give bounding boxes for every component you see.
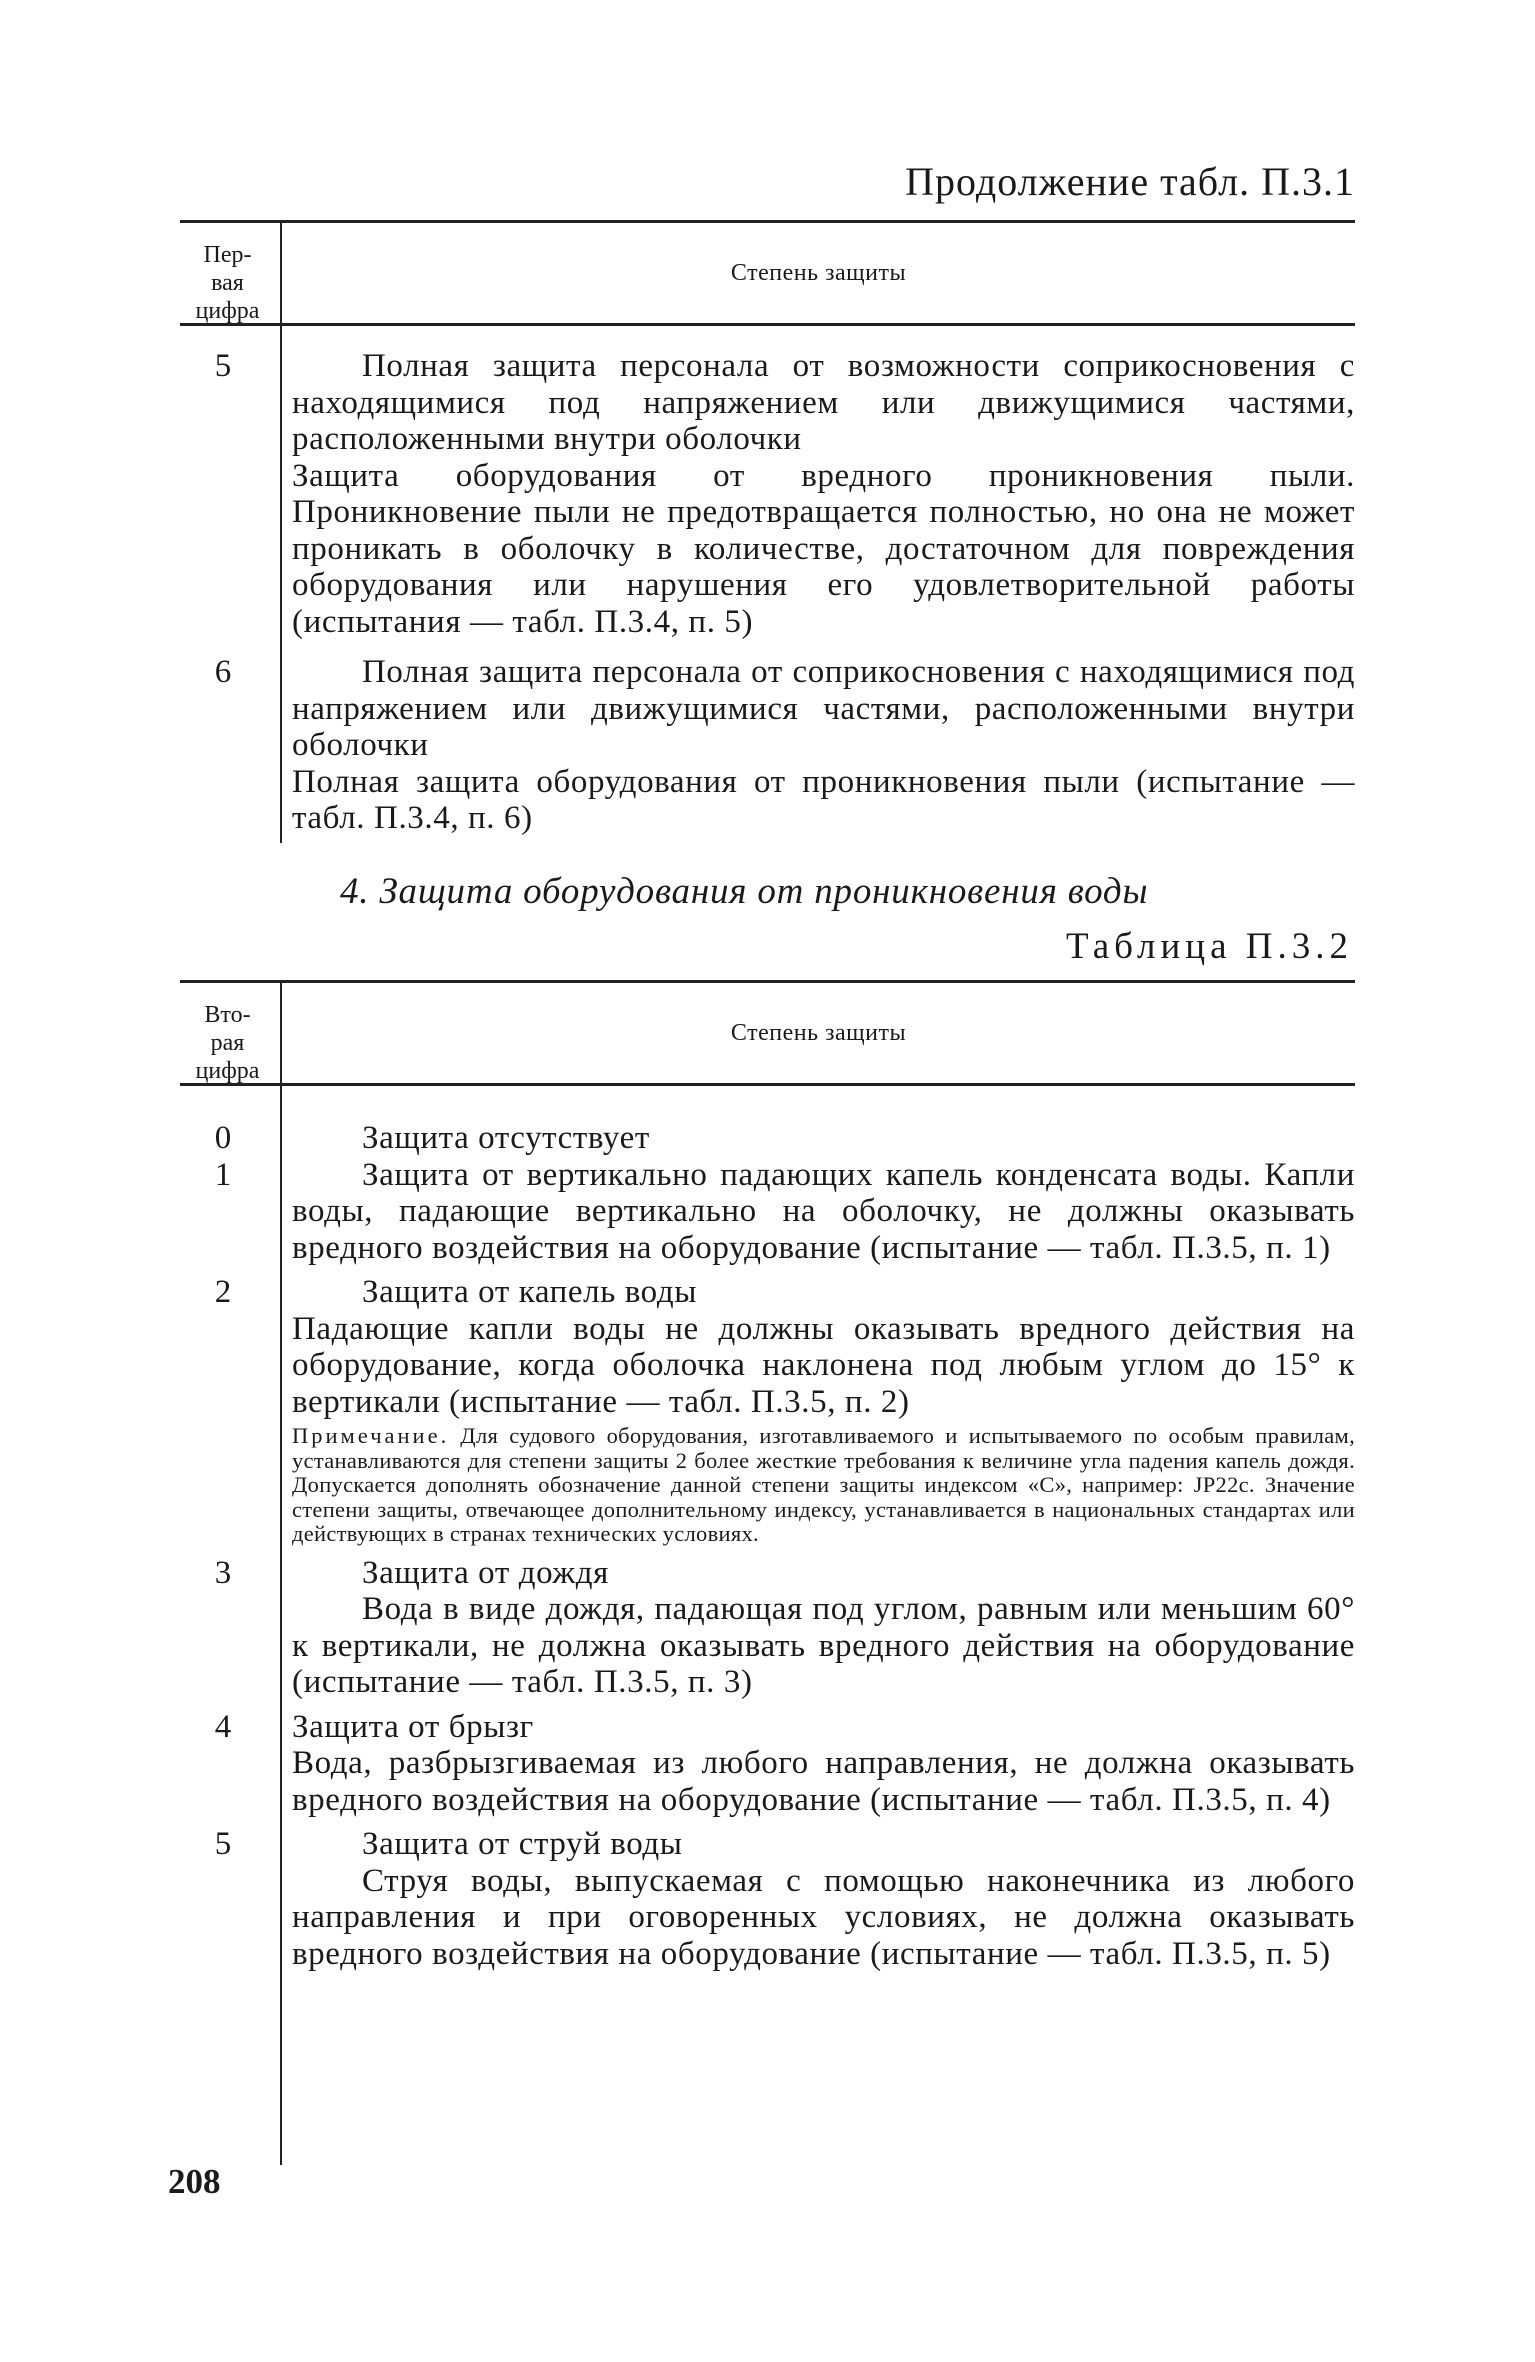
- row-text: Полная защита персонала от возможности соприкосновения с находящимися под напряжением или движущимися частями, расположенными внутри оболочки: [292, 348, 1355, 457]
- row-number: 2: [214, 1274, 232, 1310]
- header-protection-degree: Степень защиты: [730, 259, 907, 286]
- table-row: [180, 1555, 1355, 1701]
- note-text: Для судового оборудования, изготавливаемого и испытываемого по особым правилам, устанавливаются для степени защиты 2 более жесткие требования к величине угла падения капель дождя. Допускается дополнять обозначение данной степени защиты индексом «С», например: JP22c. Значение степени защиты, отвечающее дополнительному индексу, устанавливается в национальных стандартах или действующих в странах технических условиях.: [292, 1423, 1355, 1546]
- row-text: Защита от капель воды: [362, 1274, 697, 1310]
- page-number: 208: [168, 2162, 221, 2201]
- row-text: Защита от вертикально падающих капель конденсата воды. Капли воды, падающие вертикально на оболочку, не должны оказывать вредного воздействия на оборудование (испытание — табл. П.3.5, п. 1): [292, 1156, 1355, 1266]
- table-header: [180, 220, 1355, 326]
- table-row: [180, 1709, 1355, 1819]
- table-row: [180, 348, 1355, 640]
- table-row: [180, 1120, 1355, 1157]
- section-title: 4. Защита оборудования от проникновения воды: [340, 871, 1149, 912]
- row-text: Полная защита персонала от соприкосновения с находящимися под напряжением или движущимися частями, расположенными внутри оболочки: [292, 654, 1355, 763]
- note: [292, 1424, 1355, 1547]
- table-row: [180, 1157, 1355, 1267]
- row-text: Полная защита оборудования от проникновения пыли (испытание — табл. П.3.4, п. 6): [292, 763, 1355, 836]
- table-p3-2: [180, 980, 1355, 2165]
- table-row: [180, 1826, 1355, 1972]
- row-number: 1: [214, 1156, 232, 1193]
- header-protection-degree: Степень защиты: [730, 1019, 907, 1046]
- table-p3-1-continuation: [180, 220, 1355, 843]
- row-number: 4: [214, 1708, 232, 1745]
- table-row: [180, 1274, 1355, 1547]
- row-text: Защита оборудования от вредного проникновения пыли. Проникновение пыли не предотвращается полностью, но она не может проникать в оболочку в количестве, достаточном для повреждения оборудования или нарушения его удовлетворительной работы (испытания — табл. П.3.4, п. 5): [292, 457, 1355, 640]
- header-second-digit: Вто- рая цифра: [195, 1002, 260, 1084]
- row-number: 5: [214, 1826, 232, 1862]
- row-text: Защита от дождя: [362, 1554, 609, 1591]
- row-text: Падающие капли воды не должны оказывать вредного действия на оборудование, когда оболочка наклонена под любым углом до 15° к вертикали (испытание — табл. П.3.5, п. 2): [292, 1310, 1355, 1420]
- row-number: 3: [214, 1554, 232, 1591]
- row-text: Вода в виде дождя, падающая под углом, равным или меньшим 60° к вертикали, не должна оказывать вредного действия на оборудование (испытание — табл. П.3.5, п. 3): [292, 1591, 1355, 1700]
- continuation-title: Продолжение табл. П.3.1: [905, 159, 1355, 204]
- row-text: Защита от брызг: [292, 1708, 534, 1745]
- row-text: Струя воды, выпускаемая с помощью наконечника из любого направления и при оговоренных условиях, не должна оказывать вредного воздействия на оборудование (испытание — табл. П.3.5, п. 5): [292, 1862, 1355, 1972]
- table-body: [180, 1086, 1355, 2165]
- table-body: [180, 326, 1355, 843]
- table-row: [180, 654, 1355, 837]
- row-text: Защита от струй воды: [362, 1826, 683, 1862]
- table-header: [180, 980, 1355, 1086]
- row-number: 6: [214, 654, 232, 690]
- row-text: Защита отсутствует: [362, 1120, 650, 1156]
- header-first-digit: Пер- вая цифра: [195, 242, 260, 324]
- table-label: Таблица П.3.2: [1066, 926, 1353, 967]
- row-text: Вода, разбрызгиваемая из любого направления, не должна оказывать вредного воздействия на оборудование (испытание — табл. П.3.5, п. 4): [292, 1745, 1355, 1818]
- note-label: Примечание.: [292, 1423, 450, 1448]
- row-number: 5: [214, 348, 232, 384]
- row-number: 0: [214, 1120, 232, 1156]
